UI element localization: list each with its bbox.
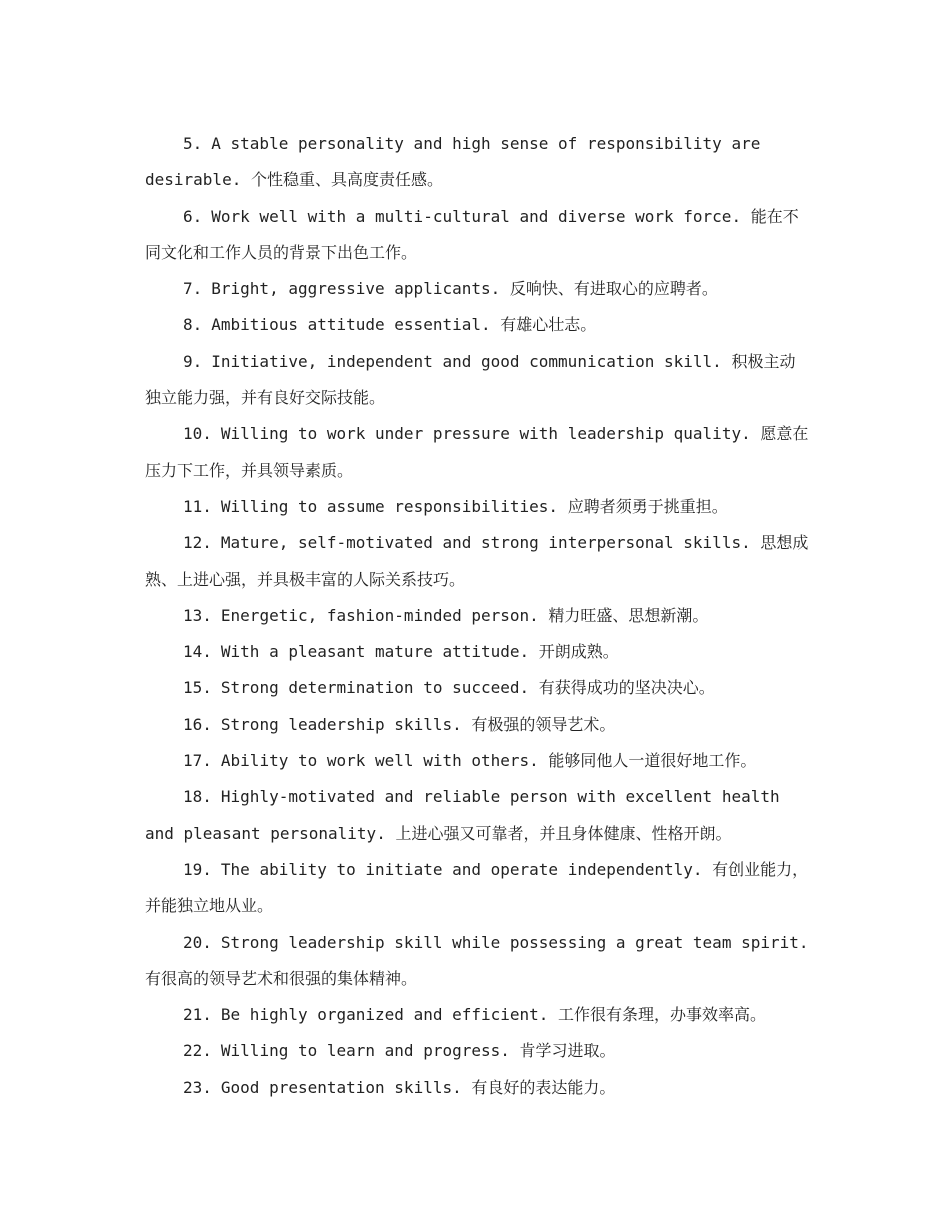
list-item (145, 344, 809, 417)
item-text: Willing to learn and progress. 肯学习进取。 (220, 1041, 616, 1061)
item-text: Energetic, fashion-minded person. 精力旺盛、思想新潮。 (220, 605, 709, 625)
list-item (145, 743, 809, 779)
item-number: 22. (183, 1041, 212, 1061)
requirement-list (145, 126, 809, 1106)
item-number: 10. (183, 424, 212, 444)
item-number: 15. (183, 678, 212, 698)
item-number: 6. (183, 206, 203, 226)
item-number: 5. (183, 134, 203, 153)
item-number: 12. (183, 533, 212, 553)
item-text: Ambitious attitude essential. 有雄心壮志。 (211, 315, 597, 335)
list-item (145, 852, 809, 925)
item-number: 17. (183, 751, 212, 771)
item-text: Bright, aggressive applicants. 反响快、有进取心的应聘者。 (211, 279, 718, 299)
item-text: Good presentation skills. 有良好的表达能力。 (220, 1077, 616, 1097)
item-number: 9. (183, 351, 203, 371)
item-text: Willing to work under pressure with leadership quality. 愿意在压力下工作，并具领导素质。 (145, 424, 809, 480)
item-text: Strong leadership skills. 有极强的领导艺术。 (220, 714, 616, 734)
item-number: 18. (183, 787, 212, 807)
list-item (145, 598, 809, 634)
item-text: Ability to work well with others. 能够同他人一道很好地工作。 (220, 751, 757, 771)
list-item (145, 307, 809, 343)
list-item (145, 525, 809, 598)
list-item (145, 779, 809, 852)
item-text: Strong leadership skill while possessing a great team spirit. 有很高的领导艺术和很强的集体精神。 (145, 932, 809, 988)
item-text: Be highly organized and efficient. 工作很有条理，办事效率高。 (220, 1005, 767, 1025)
list-item (145, 199, 809, 272)
list-item (145, 634, 809, 670)
list-item (145, 707, 809, 743)
list-item (145, 489, 809, 525)
item-number: 7. (183, 279, 203, 299)
list-item (145, 925, 809, 998)
list-item (145, 670, 809, 706)
item-number: 8. (183, 315, 203, 335)
item-text: Work well with a multi-cultural and diverse work force. 能在不同文化和工作人员的背景下出色工作。 (145, 206, 799, 262)
item-number: 20. (183, 932, 212, 952)
item-number: 21. (183, 1005, 212, 1025)
item-text: Highly-motivated and reliable person with excellent health and pleasant personality. 上进心强又可靠者，并且身体健康、性格开朗。 (145, 787, 780, 843)
item-text: Initiative, independent and good communication skill. 积极主动独立能力强，并有良好交际技能。 (145, 351, 796, 408)
item-number: 23. (183, 1077, 212, 1097)
item-text: Mature, self-motivated and strong interpersonal skills. 思想成熟、上进心强，并具极丰富的人际关系技巧。 (145, 533, 809, 589)
item-number: 13. (183, 605, 212, 625)
list-item (145, 126, 809, 199)
list-item (145, 1070, 809, 1106)
list-item (145, 271, 809, 307)
list-item (145, 997, 809, 1033)
item-number: 14. (183, 642, 212, 662)
item-number: 19. (183, 859, 212, 879)
item-text: The ability to initiate and operate independently. 有创业能力，并能独立地从业。 (145, 859, 809, 916)
item-number: 11. (183, 496, 212, 516)
item-text: With a pleasant mature attitude. 开朗成熟。 (220, 642, 619, 662)
item-text: A stable personality and high sense of responsibility are desirable. 个性稳重、具高度责任感。 (145, 134, 761, 190)
list-item (145, 416, 809, 489)
item-number: 16. (183, 714, 212, 734)
list-item (145, 1033, 809, 1069)
item-text: Strong determination to succeed. 有获得成功的坚决决心。 (220, 678, 715, 698)
item-text: Willing to assume responsibilities. 应聘者须勇于挑重担。 (220, 496, 728, 516)
